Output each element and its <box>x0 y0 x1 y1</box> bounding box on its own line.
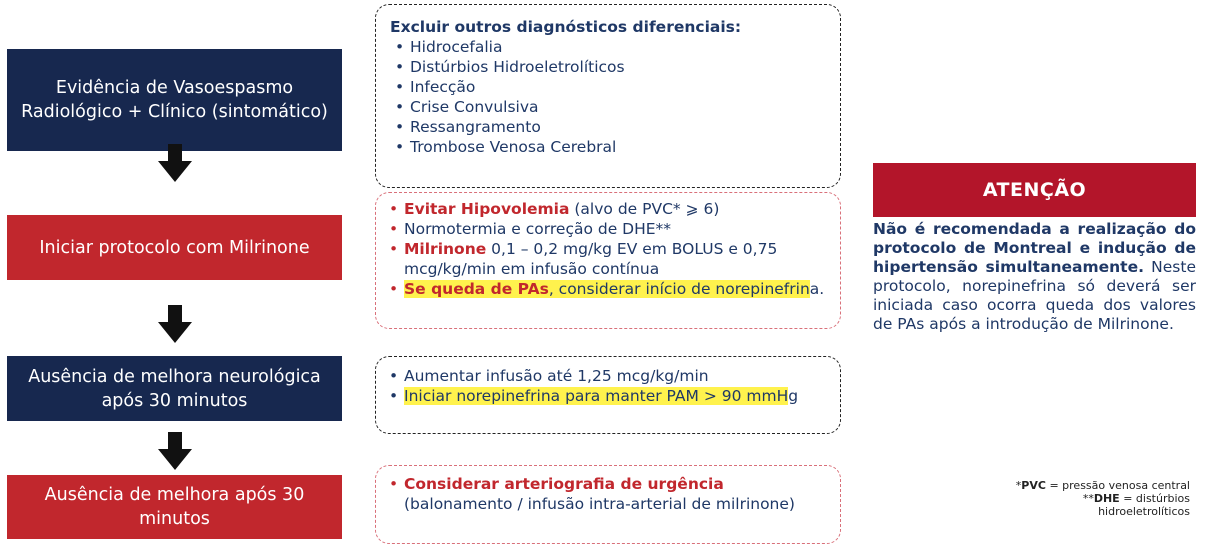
milrinone-dose: 0,1 – 0,2 mg/kg EV em BOLUS e 0,75 mcg/kg/min em infusão contínua <box>404 240 778 278</box>
protocol-list <box>384 199 828 299</box>
flow-step-4-label: Ausência de melhora após 30 minutos <box>44 485 305 529</box>
footnote-stars: ** <box>1082 492 1094 505</box>
footnote-line-2 <box>930 492 1190 505</box>
differential-diagnoses-panel <box>375 4 841 188</box>
milrinone-bold: Milrinone <box>404 240 487 258</box>
hypovolemia-rest: (alvo de PVC* ⩾ 6) <box>569 200 720 218</box>
attention-body <box>873 220 1196 334</box>
arrow-down-3 <box>158 432 192 470</box>
list-item: • Crise Convulsiva <box>390 97 828 117</box>
arteriography-list <box>384 474 828 514</box>
arrow-down-2 <box>158 305 192 343</box>
footnote-dhe-def: = distúrbios <box>1119 492 1190 505</box>
list-item <box>384 474 828 514</box>
list-item: • Distúrbios Hidroeletrolíticos <box>390 57 828 77</box>
pas-drop-bold: Se queda de PAs <box>404 280 549 298</box>
flow-step-vasospasm-evidence <box>7 49 342 151</box>
footnote-line-3: hidroeletrolíticos <box>1098 505 1190 518</box>
pas-drop-highlight: norepinefrin <box>715 280 810 298</box>
list-item <box>384 199 828 219</box>
arteriography-panel <box>375 465 841 544</box>
footnote-line-1 <box>930 479 1190 492</box>
list-item <box>384 279 828 299</box>
arrow-down-1 <box>158 144 192 182</box>
footnote-pvc: PVC <box>1021 479 1046 492</box>
milrinone-protocol-panel <box>375 192 841 329</box>
list-item: • Trombose Venosa Cerebral <box>390 137 828 157</box>
footnote-star: * <box>1015 479 1022 492</box>
panel1-heading: Excluir outros diagnósticos diferenciais: <box>390 18 742 36</box>
list-item <box>384 239 828 279</box>
list-item: • Ressangramento <box>390 117 828 137</box>
attention-rest-text: Neste protocolo, norepinefrina só deverá ser iniciada caso ocorra queda dos valores de PAs após a introdução de Milrinone. <box>873 258 1196 333</box>
arteriography-bold: Considerar arteriografia de urgência <box>404 475 724 493</box>
footnote-pvc-def: = pressão venosa central <box>1045 479 1190 492</box>
flow-step-3-label: Ausência de melhora neurológica após 30 minutos <box>28 366 321 411</box>
footnote <box>930 479 1190 518</box>
attention-title: ATENÇÃO <box>873 163 1196 217</box>
footnote-dhe: DHE <box>1093 492 1120 505</box>
flow-step-no-neuro-improvement <box>7 356 342 421</box>
list-item: • Infecção <box>390 77 828 97</box>
infusion-list <box>384 366 828 406</box>
norepinephrine-highlight: Iniciar norepinefrina para manter PAM > 90 mmH <box>404 387 789 405</box>
attention-bold-text: Não é recomendada a realização do protocolo de Montreal e indução de hipertensão simultaneamente. <box>873 220 1196 276</box>
differential-list <box>390 37 828 157</box>
list-item <box>384 386 828 406</box>
flow-step-start-milrinone <box>7 215 342 280</box>
hypovolemia-bold: Evitar Hipovolemia <box>404 200 570 218</box>
flow-step-2-label: Iniciar protocolo com Milrinone <box>39 237 310 258</box>
infusion-increase-panel <box>375 356 841 434</box>
flow-step-no-improvement <box>7 475 342 539</box>
flow-step-1-label: Evidência de Vasoespasmo Radiológico + Clínico (sintomático) <box>21 78 328 122</box>
arteriography-rest: (balonamento / infusão intra-arterial de milrinone) <box>404 495 795 513</box>
list-item: • Normotermia e correção de DHE** <box>384 219 828 239</box>
list-item: • Hidrocefalia <box>390 37 828 57</box>
pas-drop-mid: , considerar início de <box>548 280 716 298</box>
norepinephrine-end: g <box>788 387 799 405</box>
pas-drop-end: a. <box>809 280 825 298</box>
list-item: • Aumentar infusão até 1,25 mcg/kg/min <box>384 366 828 386</box>
